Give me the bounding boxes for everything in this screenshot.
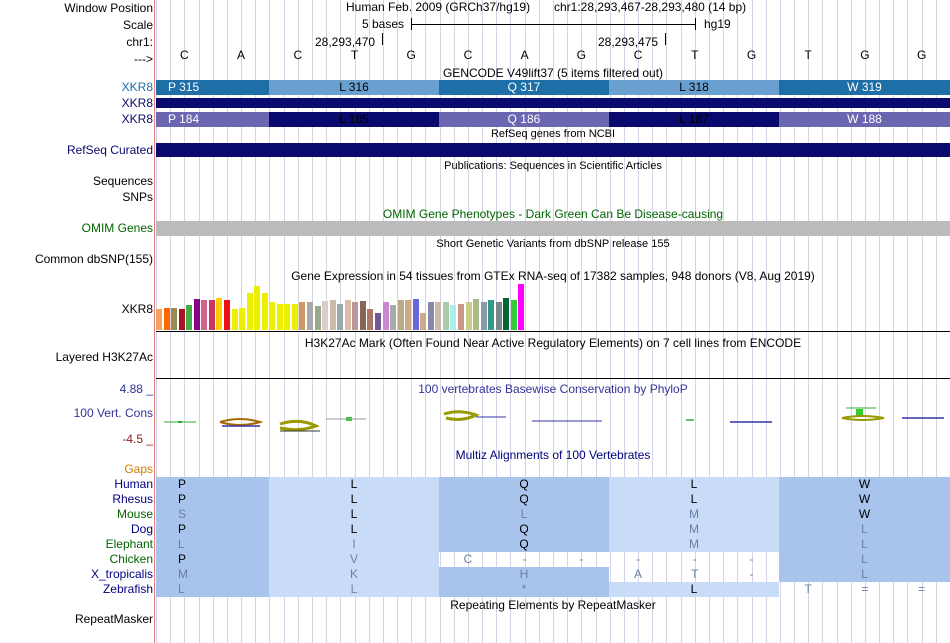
alignment-codon (156, 582, 269, 597)
gtex-tissue-bar[interactable] (201, 300, 207, 330)
gtex-tissue-bar[interactable] (307, 302, 313, 330)
gtex-tissue-bar[interactable] (216, 298, 222, 330)
species-label[interactable]: Mouse (116, 507, 153, 521)
codon-segment[interactable] (269, 80, 439, 95)
omim-gene-bar[interactable] (156, 221, 950, 236)
alignment-residue: M (178, 567, 188, 581)
codon-label: P 315 (168, 80, 200, 94)
base-letter: A (520, 48, 529, 62)
cons-max: 4.88 _ (119, 382, 153, 396)
alignment-residue: P (178, 552, 187, 566)
alignment-codon (269, 567, 439, 582)
base-letter: T (350, 48, 359, 62)
alignment-codon (779, 477, 950, 492)
alignment-residue: L (350, 507, 358, 521)
alignment-row[interactable] (156, 507, 950, 522)
alignment-residue: K (349, 567, 358, 581)
gtex-tissue-bar[interactable] (209, 300, 215, 330)
assembly-title: Human Feb. 2009 (GRCh37/hg19) (346, 0, 531, 14)
alignment-codon (609, 582, 779, 597)
gtex-title: Gene Expression in 54 tissues from GTEx RNA-seq of 17382 samples, 948 donors (V8, Aug 2019) (291, 269, 815, 283)
alignment-codon (269, 582, 439, 597)
alignment-residue: L (690, 477, 698, 491)
species-label[interactable]: Zebrafish (102, 582, 153, 596)
alignment-residue: V (349, 552, 358, 566)
omim-label[interactable]: OMIM Genes (81, 221, 153, 235)
ruler-coord-1: 28,293,470 (315, 35, 376, 49)
alignment-residue: * (521, 582, 527, 596)
codon-segment[interactable] (156, 80, 269, 95)
alignment-residue: L (690, 492, 698, 506)
gtex-tissue-bar[interactable] (284, 304, 290, 330)
gtex-tissue-bar[interactable] (224, 300, 230, 330)
alignment-codon (609, 507, 779, 522)
alignment-codon (779, 567, 950, 582)
h3k27ac-title: H3K27Ac Mark (Often Found Near Active Regulatory Elements) on 7 cell lines from ENCODE (304, 336, 802, 350)
base-letter: C (463, 48, 473, 62)
gtex-tissue-bar[interactable] (511, 300, 517, 330)
snps-label[interactable]: SNPs (122, 190, 153, 204)
gaps-label[interactable]: Gaps (124, 462, 153, 476)
gtex-tissue-bar[interactable] (164, 308, 170, 330)
alignment-codon (439, 492, 609, 507)
alignment-row[interactable] (156, 552, 950, 567)
sequences-label[interactable]: Sequences (92, 174, 153, 188)
alignment-codon (156, 537, 269, 552)
gtex-tissue-bar[interactable] (428, 302, 434, 330)
ruler-coord-2: 28,293,475 (598, 35, 659, 49)
codon-label: L 316 (339, 80, 369, 94)
alignment-residue: M (689, 522, 699, 536)
alignment-codon (439, 477, 609, 492)
gtex-tissue-bar[interactable] (458, 304, 464, 330)
species-label[interactable]: Chicken (109, 552, 153, 566)
alignment-residue: W (858, 507, 871, 521)
window-position-label: Window Position (64, 1, 153, 15)
base-letter: A (237, 48, 246, 62)
gtex-tissue-bar[interactable] (171, 308, 177, 330)
gtex-tissue-bar[interactable] (367, 309, 373, 330)
publications-title: Publications: Sequences in Scientific Articles (444, 160, 662, 172)
alignment-codon (609, 477, 779, 492)
codon-segment[interactable] (156, 112, 269, 127)
xkr8-label-1[interactable]: XKR8 (121, 80, 153, 94)
base-letter: G (746, 48, 757, 62)
multiz-title: Multiz Alignments of 100 Vertebrates (455, 448, 651, 462)
refseq-label[interactable]: RefSeq Curated (66, 143, 153, 157)
gtex-tissue-bar[interactable] (503, 298, 509, 330)
codon-segment[interactable] (439, 112, 609, 127)
codon-label: Q 186 (507, 112, 541, 126)
alignment-codon (439, 582, 609, 597)
alignment-base: C (463, 552, 473, 566)
base-letter: T (804, 48, 812, 62)
codon-segment[interactable] (609, 112, 779, 127)
alignment-codon (269, 477, 439, 492)
gtex-tissue-bar[interactable] (232, 309, 238, 330)
gtex-tissue-bar[interactable] (375, 313, 381, 330)
gtex-tissue-bar[interactable] (345, 300, 351, 330)
codon-segment[interactable] (269, 112, 439, 127)
gtex-tissue-bar[interactable] (194, 299, 200, 330)
alignment-residue: L (350, 522, 358, 536)
species-label[interactable]: Elephant (105, 537, 153, 551)
gtex-tissue-bar[interactable] (269, 302, 275, 330)
gtex-tissue-bar[interactable] (360, 301, 366, 330)
alignment-row[interactable] (156, 567, 950, 582)
gtex-tissue-bar[interactable] (390, 305, 396, 330)
gtex-tissue-bar[interactable] (239, 308, 245, 330)
alignment-codon (609, 537, 779, 552)
refseq-title: RefSeq genes from NCBI (490, 128, 616, 140)
scale-db: hg19 (704, 17, 731, 31)
alignment-residue: L (350, 477, 358, 491)
gtex-tissue-bar[interactable] (330, 300, 336, 330)
position-readout[interactable]: chr1:28,293,467-28,293,480 (14 bp) (554, 0, 747, 14)
gtex-tissue-bar[interactable] (186, 305, 192, 330)
cons-label[interactable]: 100 Vert. Cons (73, 406, 153, 420)
gtex-tissue-bar[interactable] (315, 306, 321, 330)
gtex-expression-chart[interactable] (156, 284, 556, 330)
alignment-codon (269, 507, 439, 522)
alignment-residue: S (178, 507, 187, 521)
codon-segment[interactable] (609, 80, 779, 95)
base-letter: G (576, 48, 587, 62)
alignment-residue: M (689, 537, 699, 551)
gtex-tissue-bar[interactable] (435, 302, 441, 330)
alignment-base: T (691, 567, 699, 581)
alignment-row[interactable] (156, 537, 950, 552)
gtex-divider (156, 331, 950, 332)
alignment-residue: H (519, 567, 529, 581)
xkr8-label-3[interactable]: XKR8 (121, 112, 153, 126)
refseq-gene-bar[interactable] (156, 143, 950, 157)
scale-text: 5 bases (362, 17, 405, 31)
alignment-residue: L (861, 522, 868, 536)
common-dbsnp-label[interactable]: Common dbSNP(155) (34, 252, 153, 266)
gtex-gene-label[interactable]: XKR8 (121, 302, 153, 316)
strand-arrow: ---> (134, 52, 153, 66)
gtex-tissue-bar[interactable] (337, 304, 343, 330)
gtex-tissue-bar[interactable] (481, 302, 487, 330)
alignment-residue: L (178, 582, 185, 596)
codon-segment[interactable] (779, 80, 950, 95)
base-letter: C (180, 48, 189, 62)
gtex-tissue-bar[interactable] (450, 305, 456, 330)
alignment-codon (439, 507, 609, 522)
alignment-row[interactable] (156, 477, 950, 492)
alignment-codon (779, 492, 950, 507)
gtex-tissue-bar[interactable] (179, 309, 185, 330)
alignment-residue: W (858, 492, 871, 506)
alignment-codon (779, 552, 950, 567)
base-letter: G (860, 48, 870, 62)
alignment-residue: L (178, 537, 185, 551)
alignment-residue: M (689, 507, 699, 521)
alignment-residue: P (178, 522, 187, 536)
gencode-transcript-1[interactable] (156, 80, 950, 95)
gtex-tissue-bar[interactable] (156, 309, 162, 330)
alignment-codon (609, 492, 779, 507)
gtex-tissue-bar[interactable] (322, 301, 328, 330)
alignment-base: = (918, 582, 926, 596)
alignment-codon (156, 552, 269, 567)
alignment-residue: L (861, 552, 868, 566)
gtex-tissue-bar[interactable] (420, 313, 426, 330)
codon-label: L 185 (339, 112, 369, 126)
alignment-residue: L (520, 507, 528, 521)
codon-label: Q 317 (507, 80, 541, 94)
gencode-title: GENCODE V49lift37 (5 items filtered out) (442, 66, 664, 80)
gtex-tissue-bar[interactable] (262, 293, 268, 330)
gtex-tissue-bar[interactable] (352, 302, 358, 330)
alignment-row[interactable] (156, 522, 950, 537)
alignment-codon (156, 492, 269, 507)
alignment-codon (156, 522, 269, 537)
repeatmasker-label[interactable]: RepeatMasker (74, 612, 153, 626)
scale-bar (411, 18, 696, 30)
alignment-codon (269, 492, 439, 507)
h3k27ac-baseline (156, 378, 950, 379)
codon-label: W 188 (847, 112, 882, 126)
alignment-residue: P (178, 492, 187, 506)
gtex-tissue-bar[interactable] (473, 299, 479, 330)
alignment-residue: W (858, 477, 871, 491)
alignment-base: A (634, 567, 643, 581)
alignment-residue: L (350, 492, 358, 506)
gtex-tissue-bar[interactable] (247, 293, 253, 330)
layered-h3k27ac-label[interactable]: Layered H3K27Ac (55, 350, 153, 364)
repeat-title: Repeating Elements by RepeatMasker (450, 598, 656, 612)
alignment-base: T (804, 582, 812, 596)
species-label[interactable]: Human (114, 477, 153, 491)
gtex-tissue-bar[interactable] (413, 299, 419, 330)
alignment-residue: Q (519, 537, 529, 551)
alignment-residue: P (178, 477, 187, 491)
base-letter: G (916, 48, 927, 62)
base-letter: C (293, 48, 303, 62)
alignment-codon (156, 477, 269, 492)
alignment-base: - (636, 552, 641, 566)
alignment-codon (439, 522, 609, 537)
alignment-base: = (861, 582, 869, 596)
species-label[interactable]: Dog (130, 522, 153, 536)
alignment-residue: Q (519, 522, 529, 536)
gtex-tissue-bar[interactable] (398, 300, 404, 330)
codon-segment[interactable] (779, 112, 950, 127)
base-letter: C (633, 48, 643, 62)
gencode-transcript-3[interactable] (156, 112, 950, 127)
alignment-base: - (749, 567, 754, 581)
alignment-residue: I (352, 537, 356, 551)
gtex-tissue-bar[interactable] (488, 300, 494, 330)
alignment-codon (439, 567, 609, 582)
omim-title: OMIM Gene Phenotypes - Dark Green Can Be Disease-causing (382, 207, 724, 221)
alignment-residue: L (861, 567, 868, 581)
dbsnp-title: Short Genetic Variants from dbSNP release 155 (436, 238, 670, 250)
phylop-title: 100 vertebrates Basewise Conservation by PhyloP (418, 382, 688, 396)
ruler-tick-1 (382, 33, 383, 45)
alignment-codon (779, 507, 950, 522)
alignment-codon (609, 522, 779, 537)
alignment-codon (779, 537, 950, 552)
xkr8-label-2[interactable]: XKR8 (121, 96, 153, 110)
codon-label: L 318 (679, 80, 709, 94)
codon-segment[interactable] (439, 80, 609, 95)
alignment-codon (156, 507, 269, 522)
gtex-tissue-bar[interactable] (496, 302, 502, 330)
codon-label: W 319 (847, 80, 882, 94)
chr-label: chr1: (126, 35, 153, 49)
alignment-codon (269, 552, 439, 567)
phylop-glyphs (156, 400, 950, 436)
gtex-tissue-bar[interactable] (277, 304, 283, 330)
gtex-tissue-bar[interactable] (405, 300, 411, 330)
gtex-tissue-bar[interactable] (299, 302, 305, 330)
base-letter: T (691, 48, 699, 62)
gtex-tissue-bar[interactable] (254, 286, 260, 330)
codon-label: L 187 (679, 112, 709, 126)
alignment-codon (269, 537, 439, 552)
gtex-tissue-bar[interactable] (292, 304, 298, 330)
gtex-tissue-bar[interactable] (383, 302, 389, 330)
alignment-residue: L (690, 582, 698, 596)
alignment-row[interactable] (156, 582, 950, 597)
species-label[interactable]: Rhesus (112, 492, 153, 506)
gencode-transcript-2[interactable] (156, 98, 950, 108)
scale-label: Scale (122, 18, 153, 32)
alignment-codon (779, 522, 950, 537)
ruler-tick-2 (665, 33, 666, 45)
alignment-base: - (522, 552, 527, 566)
alignment-codon (269, 522, 439, 537)
cons-min: -4.5 _ (122, 432, 153, 446)
species-label[interactable]: X_tropicalis (90, 567, 153, 581)
label-separator (154, 0, 155, 643)
gtex-tissue-bar[interactable] (443, 302, 449, 330)
gtex-tissue-bar[interactable] (466, 302, 472, 330)
base-letter: G (406, 48, 416, 62)
alignment-residue: Q (519, 492, 529, 506)
gtex-tissue-bar[interactable] (518, 284, 524, 330)
alignment-residue: L (350, 582, 358, 596)
alignment-base: - (579, 552, 584, 566)
alignment-residue: L (861, 537, 868, 551)
alignment-base: - (692, 552, 697, 566)
alignment-codon (156, 567, 269, 582)
codon-label: P 184 (168, 112, 200, 126)
alignment-row[interactable] (156, 492, 950, 507)
alignment-codon (439, 537, 609, 552)
alignment-base: - (749, 552, 754, 566)
alignment-residue: Q (519, 477, 529, 491)
